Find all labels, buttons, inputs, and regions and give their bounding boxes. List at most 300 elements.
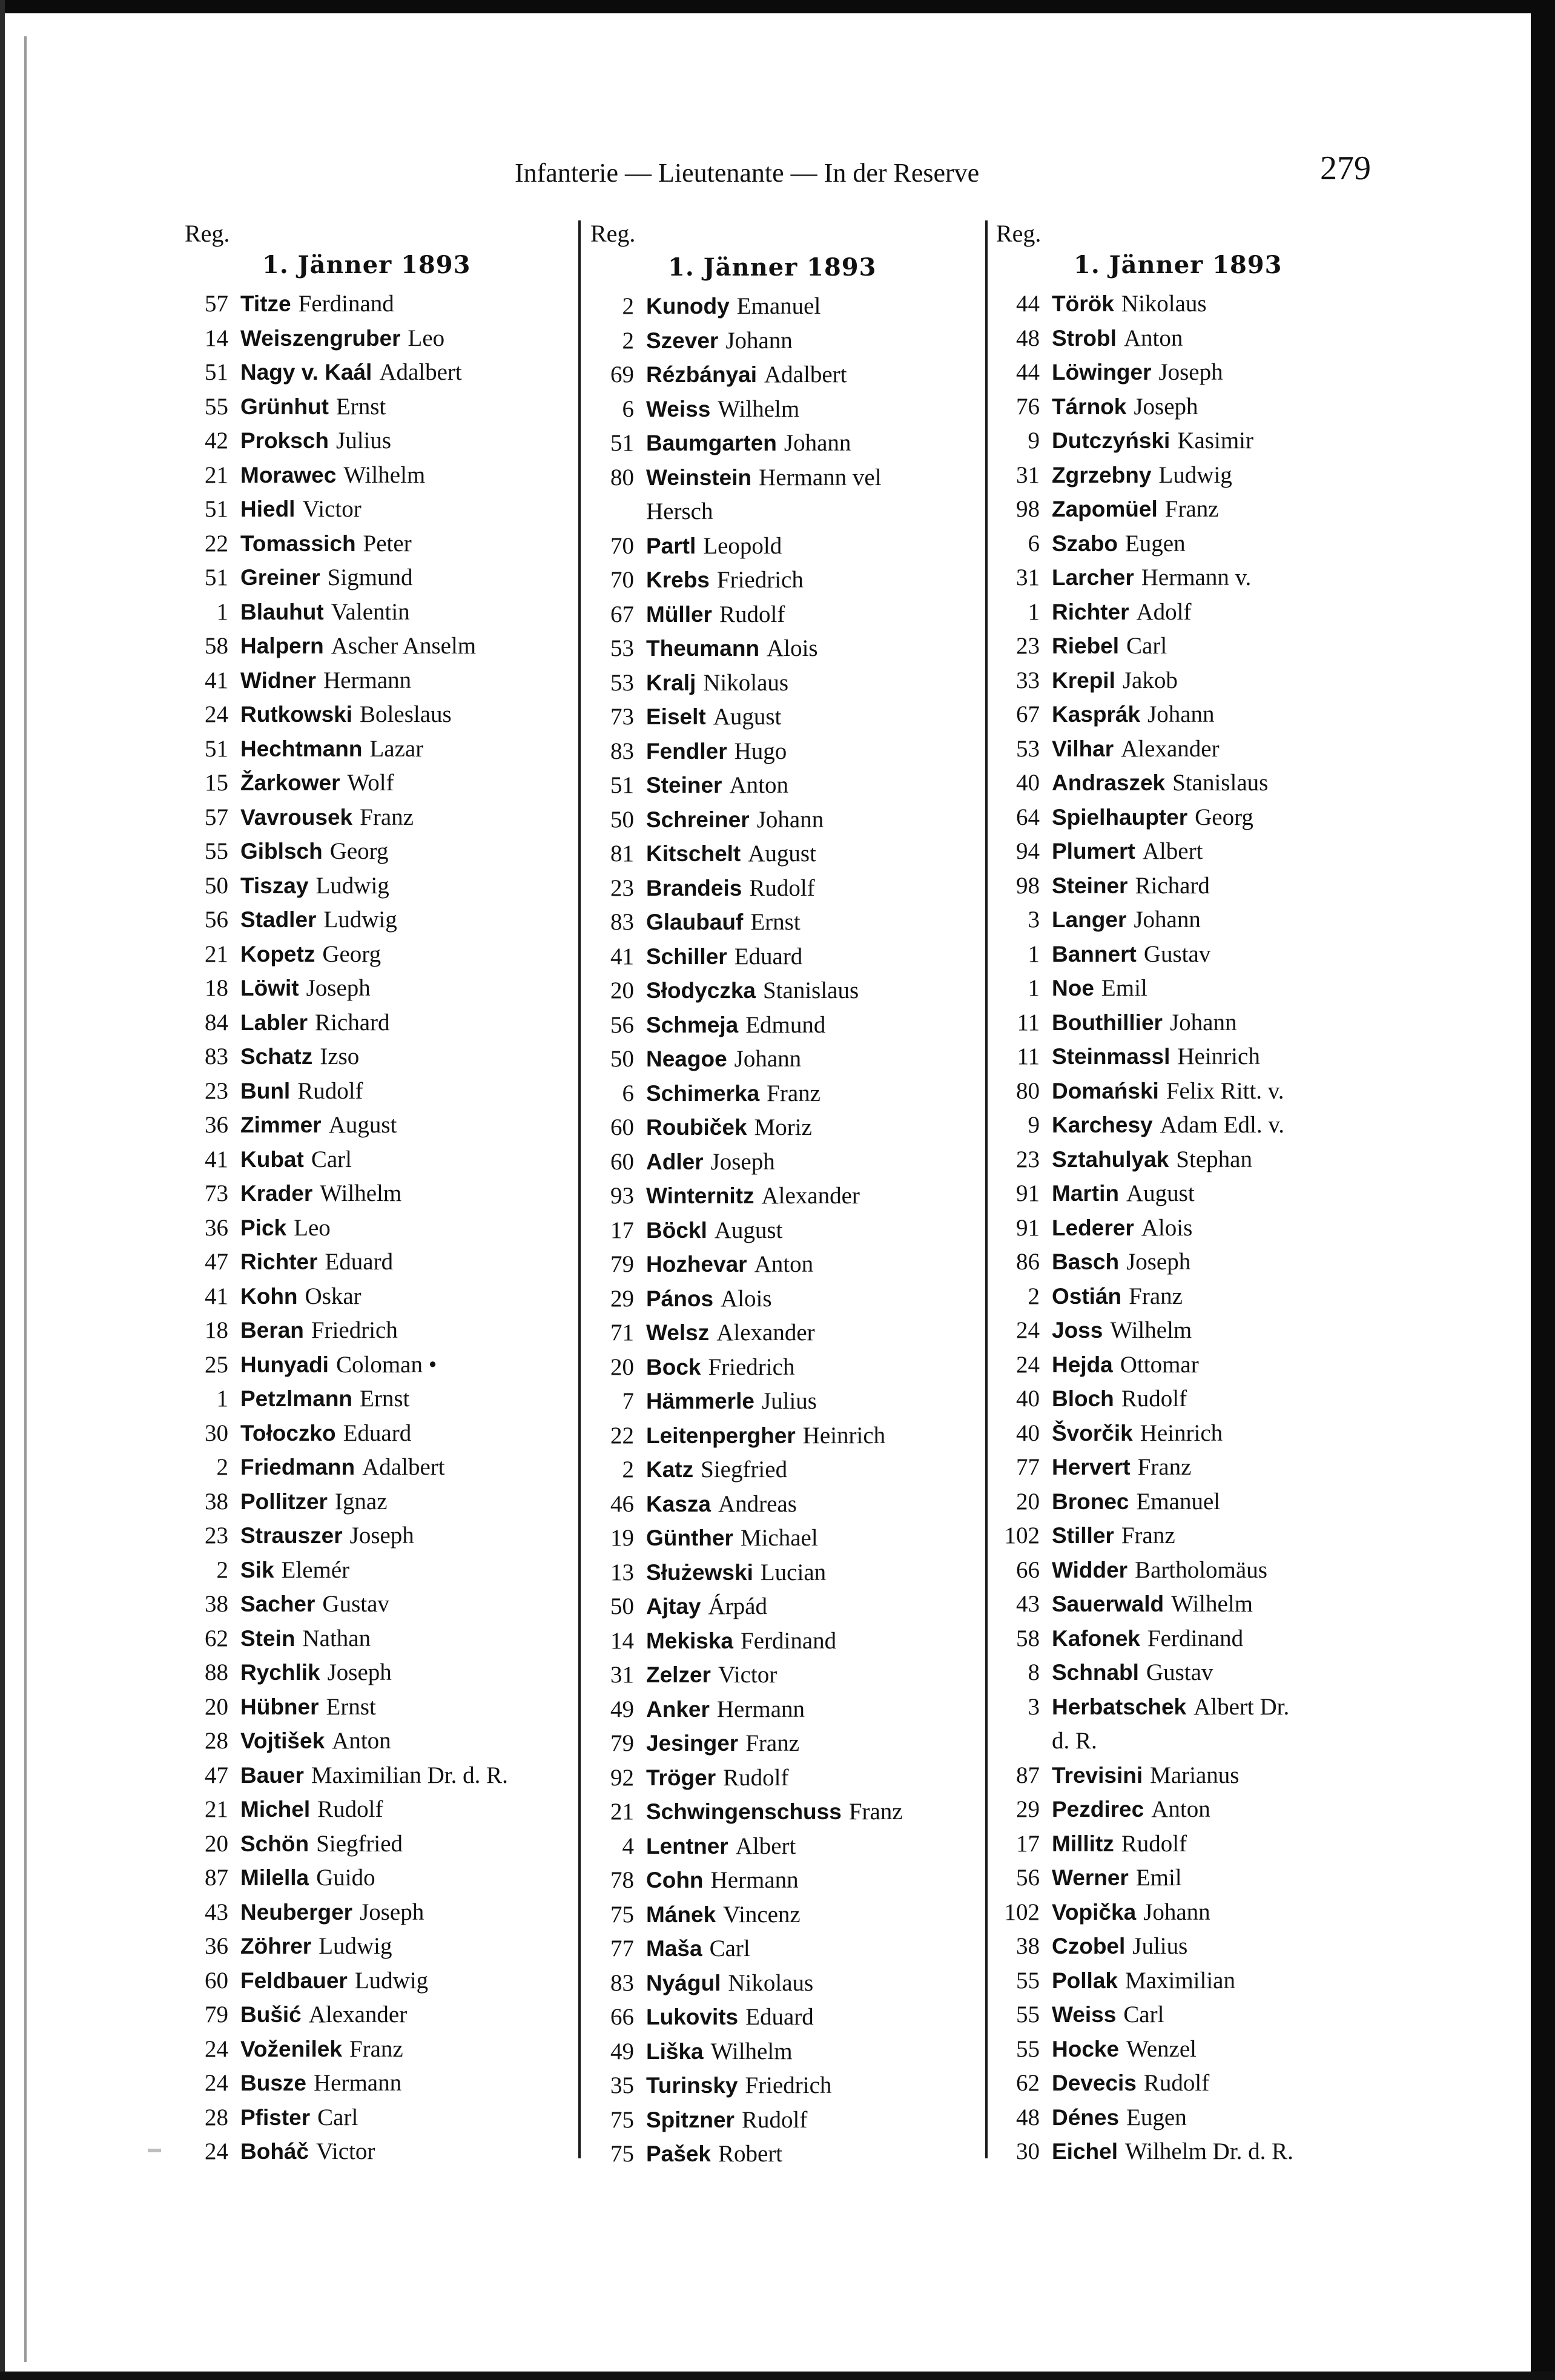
- list-item: [590, 1214, 978, 1248]
- entry-list: [185, 287, 572, 2169]
- list-item: [996, 766, 1384, 801]
- given-name: Jakob: [1122, 667, 1178, 693]
- regiment-number: 91: [1016, 1180, 1040, 1206]
- surname: Zgrzebny: [1052, 462, 1152, 488]
- list-item: [185, 1006, 572, 1040]
- regiment-number: 58: [1016, 1625, 1040, 1651]
- surname: Blauhut: [240, 599, 324, 624]
- given-name: Ludwig: [319, 1933, 392, 1959]
- given-name: Friedrich: [745, 2072, 832, 2098]
- regiment-number: 87: [1016, 1762, 1040, 1788]
- list-item: [590, 1042, 978, 1077]
- given-name: Ottomar: [1120, 1351, 1199, 1378]
- given-name: Stanislaus: [762, 977, 859, 1003]
- regiment-number: 21: [205, 1796, 228, 1822]
- list-item: [590, 598, 978, 632]
- regiment-number: 77: [610, 1935, 634, 1962]
- regiment-number: 23: [205, 1077, 228, 1104]
- given-name: Friedrich: [311, 1317, 398, 1343]
- given-name: Lucian: [760, 1559, 827, 1585]
- list-item: [996, 1450, 1384, 1485]
- given-name: Wilhelm: [718, 395, 800, 422]
- regiment-number: 14: [610, 1627, 634, 1654]
- regiment-number: 49: [610, 2038, 634, 2064]
- surname: Roubiček: [646, 1115, 747, 1140]
- regiment-number: 40: [1016, 770, 1040, 796]
- list-item: [996, 1382, 1384, 1416]
- surname: Kitschelt: [646, 841, 741, 866]
- list-item: [996, 1929, 1384, 1964]
- list-item: [996, 355, 1384, 390]
- surname: Widder: [1052, 1557, 1128, 1582]
- regiment-number: 94: [1016, 838, 1040, 864]
- regiment-number: 35: [610, 2072, 634, 2098]
- given-name: Rudolf: [1121, 1830, 1187, 1857]
- surname: Tröger: [646, 1765, 716, 1790]
- regiment-number: 1: [1028, 975, 1040, 1001]
- given-name: Peter: [363, 530, 412, 557]
- given-name: Franz: [767, 1080, 820, 1106]
- given-name: Friedrich: [708, 1354, 795, 1380]
- surname: Czobel: [1052, 1934, 1126, 1959]
- regiment-number: 20: [610, 977, 634, 1003]
- given-name: Georg: [322, 940, 381, 967]
- regiment-number: 79: [610, 1730, 634, 1756]
- surname: Glaubauf: [646, 910, 744, 934]
- list-item: [996, 835, 1384, 869]
- list-item: [996, 971, 1384, 1006]
- list-item: [185, 1177, 572, 1211]
- regiment-number: 98: [1016, 872, 1040, 899]
- surname: Bunl: [240, 1078, 291, 1103]
- regiment-number: 48: [1016, 2104, 1040, 2130]
- given-name: Carl: [1126, 633, 1167, 659]
- list-item: [996, 2066, 1384, 2101]
- surname: Werner: [1052, 1865, 1129, 1890]
- surname: Günther: [646, 1526, 733, 1550]
- surname: Domański: [1052, 1078, 1159, 1103]
- list-item: [996, 869, 1384, 904]
- surname: Ostián: [1052, 1283, 1122, 1309]
- given-name: Leo: [408, 325, 445, 351]
- list-item: [590, 563, 978, 598]
- given-name: Albert: [1142, 838, 1203, 864]
- regiment-number: 15: [205, 770, 228, 796]
- list-item: [590, 1966, 978, 2001]
- given-name: Johann: [725, 327, 793, 354]
- list-item: [996, 595, 1384, 630]
- given-name: Rudolf: [297, 1077, 363, 1104]
- surname: Rychlik: [240, 1660, 320, 1685]
- surname: Liška: [646, 2038, 704, 2064]
- list-item: [185, 2135, 572, 2169]
- regiment-number: 43: [205, 1899, 228, 1925]
- given-name: Siegfried: [701, 1456, 788, 1483]
- regiment-number: 24: [1016, 1317, 1040, 1343]
- regiment-number: 47: [205, 1762, 228, 1788]
- page-header: [182, 144, 1393, 199]
- list-item: [185, 1759, 572, 1793]
- surname: Halpern: [240, 633, 324, 658]
- given-name: Alois: [1141, 1214, 1193, 1241]
- given-name: Wilhelm: [343, 461, 426, 488]
- regiment-number: 20: [1016, 1488, 1040, 1515]
- list-item: [590, 1727, 978, 1761]
- surname: Sauerwald: [1052, 1592, 1164, 1616]
- surname: Hocke: [1052, 2036, 1120, 2061]
- surname: Steinmassl: [1052, 1044, 1170, 1069]
- given-name: Alois: [721, 1285, 772, 1312]
- regiment-number: 75: [610, 2141, 634, 2167]
- surname: Grünhut: [240, 394, 329, 419]
- surname: Pfister: [240, 2104, 311, 2130]
- given-name: Rudolf: [749, 874, 815, 901]
- list-item: [185, 903, 572, 937]
- list-item: [185, 801, 572, 835]
- reg-label: Reg.: [590, 220, 636, 247]
- list-item: [590, 974, 978, 1008]
- list-item: [185, 732, 572, 767]
- list-item: [185, 698, 572, 732]
- list-item: [996, 1998, 1384, 2032]
- surname: Kasprák: [1052, 702, 1141, 727]
- surname: Friedmann: [240, 1455, 355, 1479]
- list-item: [185, 1314, 572, 1348]
- list-item: [590, 1658, 978, 1693]
- list-item-continuation: Hersch: [646, 498, 713, 524]
- list-item: [185, 1964, 572, 1998]
- surname: Kralj: [646, 670, 696, 695]
- surname: Adler: [646, 1149, 704, 1174]
- regiment-number: 29: [1016, 1796, 1040, 1822]
- regiment-number: 14: [205, 325, 228, 351]
- regiment-number: 51: [610, 430, 634, 456]
- surname: Schnabl: [1052, 1660, 1139, 1685]
- regiment-number: 23: [1016, 633, 1040, 659]
- list-item: [590, 1590, 978, 1624]
- surname: Leitenpergher: [646, 1423, 796, 1448]
- given-name: Richard: [1135, 872, 1210, 899]
- regiment-number: 51: [205, 359, 228, 385]
- surname: Plumert: [1052, 839, 1135, 864]
- regiment-number: 53: [610, 669, 634, 696]
- list-item: [185, 1827, 572, 1862]
- list-item: [590, 803, 978, 838]
- list-item: [590, 1248, 978, 1282]
- regiment-number: 56: [610, 1011, 634, 1038]
- list-item: [590, 1693, 978, 1727]
- regiment-number: 1: [1028, 940, 1040, 967]
- surname: Trevisini: [1052, 1762, 1143, 1788]
- list-item: [185, 2101, 572, 2135]
- scan-border-left: [0, 0, 5, 2380]
- given-name: Anton: [1123, 325, 1183, 351]
- list-item: [185, 869, 572, 904]
- page-number: 279: [1320, 150, 1371, 187]
- given-name: Johann: [784, 430, 851, 456]
- list-item: [185, 1724, 572, 1759]
- date-heading: 1. Jänner 1893: [262, 251, 471, 279]
- regiment-number: 3: [1028, 907, 1040, 933]
- given-name: Guido: [316, 1865, 375, 1891]
- regiment-number: 50: [205, 872, 228, 899]
- regiment-number: 47: [205, 1249, 228, 1275]
- given-name: Gustav: [1143, 940, 1211, 967]
- surname: Steiner: [1052, 873, 1128, 898]
- surname: Zöhrer: [240, 1934, 312, 1959]
- date-heading: 1. Jänner 1893: [668, 253, 877, 282]
- entry-list: [590, 289, 978, 2172]
- surname: Welsz: [646, 1320, 710, 1345]
- given-name: Georg: [329, 838, 389, 864]
- given-name: Elemér: [281, 1556, 350, 1583]
- list-item: [590, 2137, 978, 2172]
- surname: Brandeis: [646, 875, 742, 901]
- list-item: [185, 2066, 572, 2101]
- surname: Tiszay: [240, 873, 309, 898]
- list-item: [185, 2032, 572, 2067]
- surname: Tołoczko: [240, 1420, 336, 1446]
- surname: Hämmerle: [646, 1389, 754, 1413]
- surname: Turinsky: [646, 2073, 738, 2098]
- list-item: [590, 1932, 978, 1966]
- given-name: Ferdinand: [1147, 1625, 1244, 1651]
- regiment-number: 53: [1016, 735, 1040, 762]
- regiment-number: 51: [205, 564, 228, 590]
- surname: Devecis: [1052, 2071, 1137, 2095]
- list-item: [590, 1795, 978, 1830]
- surname: Pollitzer: [240, 1489, 328, 1514]
- list-item: [185, 664, 572, 698]
- given-name: Stanislaus: [1172, 770, 1269, 796]
- regiment-number: 41: [610, 943, 634, 970]
- given-name: Emanuel: [1136, 1488, 1221, 1515]
- given-name: Heinrich: [1177, 1043, 1260, 1069]
- list-item: [996, 1314, 1384, 1348]
- surname: Löwinger: [1052, 360, 1152, 385]
- given-name: Maximilian Dr. d. R.: [311, 1762, 508, 1788]
- regiment-number: 23: [1016, 1146, 1040, 1172]
- surname: Feldbauer: [240, 1968, 348, 1993]
- given-name: Leo: [294, 1214, 331, 1241]
- given-name: Carl: [1123, 2002, 1164, 2028]
- list-item: [996, 664, 1384, 698]
- given-name: Rudolf: [1121, 1386, 1187, 1412]
- list-item: [185, 1416, 572, 1451]
- regiment-number: 24: [205, 701, 228, 727]
- regiment-number: 28: [205, 1728, 228, 1754]
- given-name: Rudolf: [719, 601, 785, 627]
- given-name: Eduard: [734, 943, 803, 970]
- list-item: [590, 392, 978, 427]
- regiment-number: 60: [610, 1114, 634, 1140]
- given-name: Stephan: [1176, 1146, 1252, 1172]
- column-2: [590, 219, 978, 2172]
- surname: Milella: [240, 1865, 309, 1890]
- given-name: Joseph: [349, 1522, 414, 1549]
- surname: Kasza: [646, 1491, 711, 1516]
- given-name: Coloman •: [335, 1351, 437, 1378]
- given-name: Franz: [848, 1799, 903, 1825]
- surname: Tárnok: [1052, 394, 1127, 419]
- list-item: [590, 1487, 978, 1522]
- regiment-number: 57: [205, 291, 228, 317]
- regiment-number: 19: [610, 1525, 634, 1551]
- given-name: Nikolaus: [703, 669, 789, 696]
- surname: Martin: [1052, 1181, 1119, 1206]
- list-item: [996, 561, 1384, 595]
- surname: Weiss: [1052, 2002, 1117, 2027]
- list-item: [996, 1416, 1384, 1451]
- list-item: [590, 700, 978, 735]
- surname: Noe: [1052, 976, 1094, 1000]
- list-item: [996, 1485, 1384, 1519]
- given-name: Felix Ritt. v.: [1166, 1077, 1284, 1104]
- regiment-number: 36: [205, 1112, 228, 1138]
- surname: Służewski: [646, 1559, 753, 1585]
- regiment-number: 23: [205, 1522, 228, 1549]
- regiment-number: 23: [610, 874, 634, 901]
- given-name: Heinrich: [1140, 1420, 1223, 1446]
- surname: Andraszek: [1052, 770, 1166, 795]
- surname: Maša: [646, 1936, 702, 1961]
- list-item: [996, 1519, 1384, 1553]
- regiment-number: 102: [1004, 1522, 1040, 1549]
- surname: Hunyadi: [240, 1352, 329, 1377]
- surname: Dutczyński: [1052, 428, 1170, 453]
- surname: Schreiner: [646, 807, 750, 832]
- regiment-number: 77: [1016, 1454, 1040, 1480]
- regiment-number: 2: [622, 327, 634, 354]
- surname: Neagoe: [646, 1046, 727, 1071]
- regiment-number: 84: [205, 1009, 228, 1036]
- surname: Karchesy: [1052, 1112, 1153, 1137]
- given-name: Emil: [1101, 975, 1147, 1001]
- surname: Pašek: [646, 2141, 711, 2166]
- regiment-number: 55: [1016, 1967, 1040, 1994]
- list-item: [185, 492, 572, 527]
- surname: Hübner: [240, 1694, 319, 1719]
- list-item: [996, 1622, 1384, 1656]
- regiment-number: 76: [1016, 393, 1040, 420]
- regiment-number: 55: [1016, 2035, 1040, 2062]
- surname: Riebel: [1052, 633, 1120, 658]
- surname: Löwit: [240, 976, 299, 1000]
- regiment-number: 73: [205, 1180, 228, 1206]
- regiment-number: 55: [205, 838, 228, 864]
- given-name: August: [714, 1217, 783, 1243]
- surname: Ajtay: [646, 1594, 701, 1619]
- list-item: [590, 1145, 978, 1180]
- surname: Petzlmann: [240, 1386, 353, 1411]
- list-item: [590, 1863, 978, 1898]
- surname: Schön: [240, 1831, 309, 1856]
- list-item: [996, 458, 1384, 493]
- surname: Proksch: [240, 428, 329, 453]
- regiment-number: 81: [610, 841, 634, 867]
- given-name: Alexander: [308, 2002, 408, 2028]
- list-item: [185, 971, 572, 1006]
- stray-ink-mark: [148, 2149, 161, 2152]
- surname: Bannert: [1052, 941, 1137, 967]
- regiment-number: 51: [205, 496, 228, 522]
- regiment-number: 18: [205, 1317, 228, 1343]
- list-item: [996, 1656, 1384, 1690]
- given-name: Franz: [1137, 1454, 1192, 1480]
- list-item: [185, 1656, 572, 1690]
- surname: Nyágul: [646, 1970, 721, 1995]
- given-name: Albert: [735, 1833, 796, 1859]
- regiment-number: 60: [610, 1148, 634, 1175]
- regiment-number: 38: [205, 1591, 228, 1617]
- regiment-number: 41: [205, 667, 228, 693]
- regiment-number: 24: [205, 2070, 228, 2096]
- surname: Lentner: [646, 1833, 728, 1859]
- regiment-number: 79: [610, 1251, 634, 1277]
- surname: Boháč: [240, 2139, 309, 2164]
- list-item: [996, 322, 1384, 356]
- regiment-number: 1: [216, 1386, 228, 1412]
- list-item: [996, 1245, 1384, 1280]
- list-item: [185, 1622, 572, 1656]
- list-item: [185, 322, 572, 356]
- given-name: Eduard: [325, 1249, 394, 1275]
- list-item: [185, 458, 572, 493]
- given-name: Carl: [709, 1935, 750, 1962]
- list-item: [996, 1348, 1384, 1383]
- regiment-number: 7: [622, 1388, 634, 1414]
- given-name: Victor: [302, 496, 362, 522]
- regiment-number: 20: [205, 1830, 228, 1857]
- regiment-number: 57: [205, 804, 228, 830]
- scan-border-bottom: [0, 2372, 1555, 2380]
- regiment-number: 8: [1028, 1659, 1040, 1685]
- regiment-number: 80: [610, 464, 634, 491]
- surname: Vopička: [1052, 1899, 1137, 1925]
- given-name: Richard: [315, 1009, 390, 1036]
- given-name: Valentin: [331, 598, 410, 625]
- surname: Sztahulyak: [1052, 1146, 1169, 1172]
- list-item: [996, 732, 1384, 767]
- list-item: [185, 595, 572, 630]
- list-item: [590, 2103, 978, 2138]
- given-name: Nathan: [302, 1625, 371, 1651]
- regiment-number: 2: [622, 1456, 634, 1483]
- regiment-number: 6: [1028, 530, 1040, 557]
- given-name: Siegfried: [316, 1830, 403, 1857]
- surname: Vilhar: [1052, 736, 1114, 761]
- given-name: Johann: [756, 806, 824, 833]
- given-name: Wilhelm: [1171, 1591, 1253, 1617]
- list-item: [996, 1896, 1384, 1930]
- regiment-number: 30: [205, 1420, 228, 1446]
- surname: Weiszengruber: [240, 325, 401, 351]
- regiment-number: 70: [610, 532, 634, 559]
- given-name: Hugo: [734, 738, 787, 764]
- list-item: [996, 492, 1384, 527]
- surname: Nagy v. Kaál: [240, 360, 372, 385]
- given-name: Hermann: [716, 1696, 805, 1722]
- regiment-number: 83: [610, 909, 634, 935]
- list-item: [590, 2035, 978, 2069]
- surname: Pollak: [1052, 1968, 1118, 1993]
- list-item: [590, 1830, 978, 1864]
- given-name: Wilhelm: [1110, 1317, 1192, 1343]
- given-name: Hermann v.: [1141, 564, 1252, 590]
- list-item: [185, 287, 572, 322]
- surname: Sik: [240, 1557, 274, 1582]
- surname: Baumgarten: [646, 431, 777, 455]
